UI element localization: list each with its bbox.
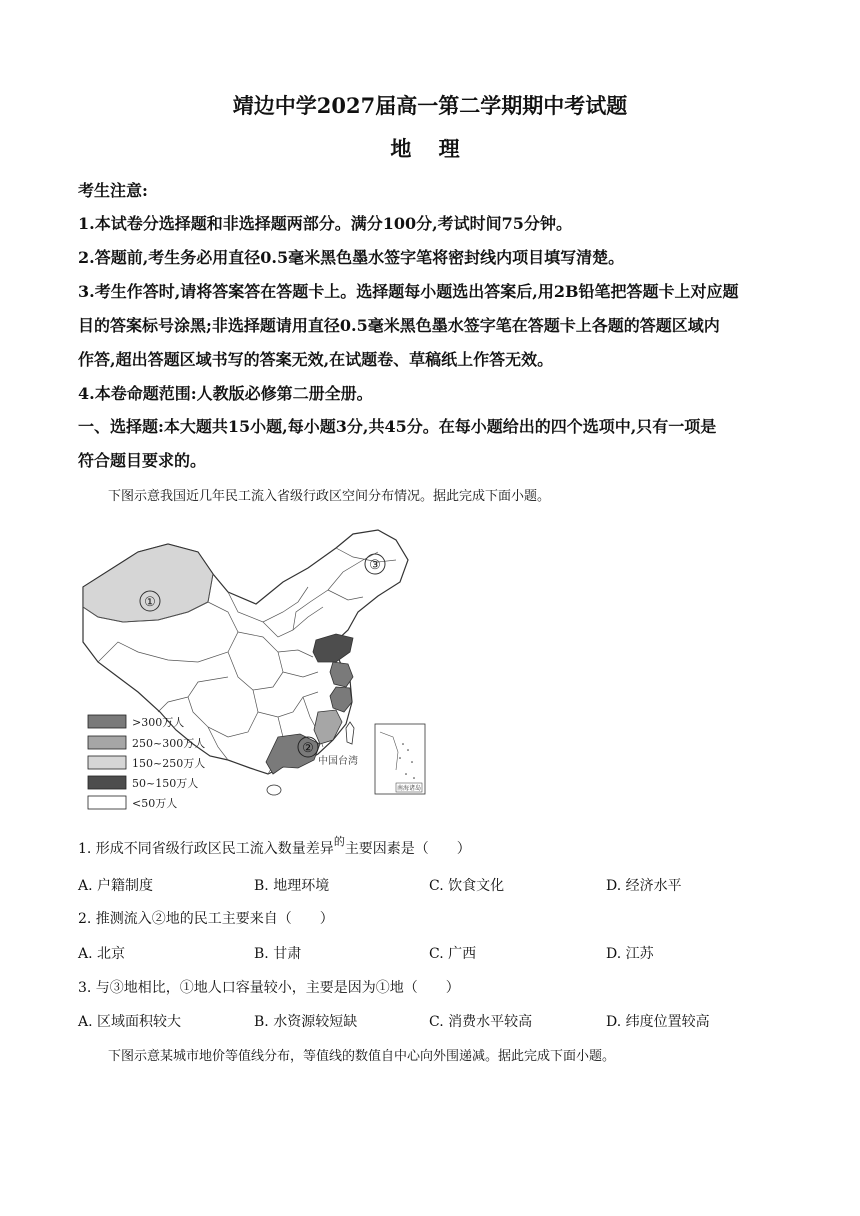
- question-2-stem: 2. 推测流入②地的民工主要来自（ ）: [78, 911, 334, 927]
- option: D. 纬度位置较高: [606, 1014, 710, 1030]
- option: C. 消费水平较高: [429, 1014, 533, 1030]
- option: B. 水资源较短缺: [254, 1014, 358, 1030]
- question-3-stem: 3. 与③地相比，①地人口容量较小，主要是因为①地（ ）: [78, 980, 460, 996]
- notice-line: 3.考生作答时,请将答案答在答题卡上。选择题每小题选出答案后,用2B铅笔把答题卡上对应题: [78, 282, 739, 301]
- option: B. 甘肃: [254, 946, 302, 962]
- map-intro: 下图示意我国近几年民工流入省级行政区空间分布情况。据此完成下面小题。: [108, 489, 551, 504]
- question-stem-part: 主要因素是（ ）: [344, 841, 471, 857]
- option: B. 地理环境: [254, 878, 330, 894]
- section-heading-cont: 符合题目要求的。: [78, 451, 207, 470]
- section-heading: 一、选择题:本大题共15小题,每小题3分,共45分。在每小题给出的四个选项中,只有一项是: [78, 417, 717, 436]
- exam-title: 靖边中学2027届高一第二学期期中考试题: [232, 93, 628, 118]
- taiwan-label: 中国台湾: [318, 756, 358, 767]
- notice-line: 2.答题前,考生务必用直径0.5毫米黑色墨水签字笔将密封线内项目填写清楚。: [78, 248, 625, 267]
- notice-line: 目的答案标号涂黑;非选择题请用直径0.5毫米黑色墨水签字笔在答题卡上各题的答题区域内: [78, 316, 720, 335]
- notice-line: 1.本试卷分选择题和非选择题两部分。满分100分,考试时间75分钟。: [78, 214, 572, 233]
- option: A. 区域面积较大: [78, 1014, 182, 1030]
- notice-heading: 考生注意:: [78, 181, 148, 200]
- region-2-label: ②: [302, 741, 314, 756]
- question-stem-sup: 的: [333, 835, 345, 848]
- legend-label: >300万人: [132, 716, 185, 729]
- legend-label: 150~250万人: [132, 757, 206, 770]
- option: C. 饮食文化: [429, 878, 505, 894]
- region-3-label: ③: [369, 558, 381, 573]
- option: C. 广西: [429, 946, 477, 962]
- province-fujian: [314, 710, 342, 744]
- question-stem-part: 1. 形成不同省级行政区民工流入数量差异: [78, 841, 334, 857]
- china-migrant-map: [78, 512, 428, 812]
- legend-label: 250~300万人: [132, 737, 206, 750]
- subject-title: 地 理: [390, 136, 470, 161]
- hainan-island: [267, 785, 281, 795]
- option: D. 经济水平: [606, 878, 682, 894]
- notice-line: 4.本卷命题范围:人教版必修第二册全册。: [78, 384, 373, 403]
- next-figure-intro: 下图示意某城市地价等值线分布，等值线的数值自中心向外围递减。据此完成下面小题。: [108, 1049, 616, 1064]
- option: A. 北京: [78, 946, 126, 962]
- option: D. 江苏: [606, 946, 654, 962]
- question-1-stem: [78, 835, 471, 858]
- inset-label: 南海诸岛: [396, 785, 422, 792]
- notice-line: 作答,超出答题区域书写的答案无效,在试题卷、草稿纸上作答无效。: [78, 350, 554, 369]
- legend-label: <50万人: [132, 797, 178, 810]
- taiwan-island: [346, 722, 354, 744]
- option: A. 户籍制度: [78, 878, 154, 894]
- legend-label: 50~150万人: [132, 777, 199, 790]
- region-1-label: ①: [144, 595, 156, 610]
